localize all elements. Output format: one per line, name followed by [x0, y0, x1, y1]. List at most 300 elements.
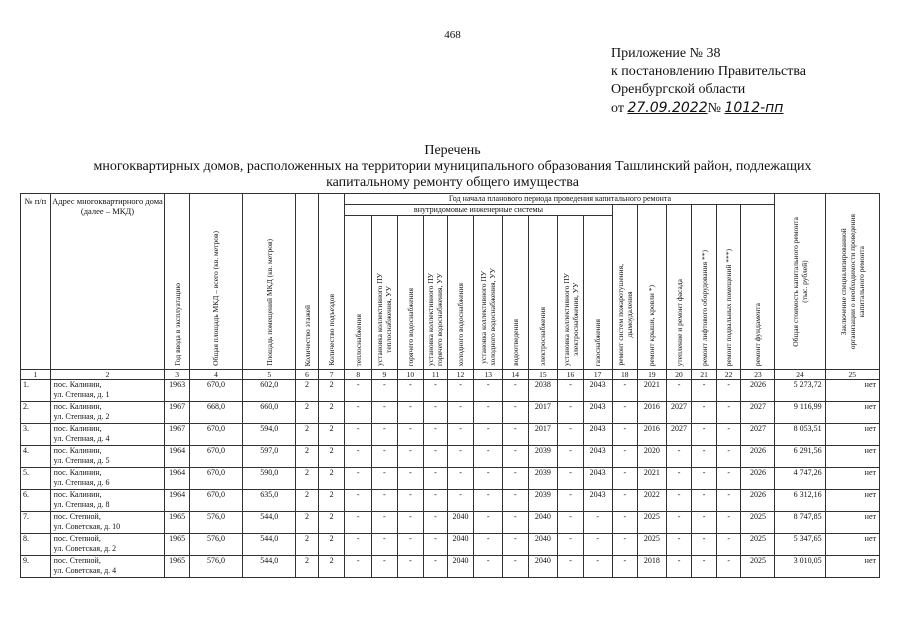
table-cell: 2027 [741, 402, 775, 424]
table-cell: - [558, 468, 584, 490]
table-cell: 2022 [638, 490, 667, 512]
table-cell: - [558, 380, 584, 402]
table-cell: - [558, 424, 584, 446]
row-number: 5. [21, 468, 51, 490]
document-title [0, 143, 905, 191]
table-cell: - [558, 402, 584, 424]
table-cell: - [692, 556, 717, 578]
table-cell: 2 [296, 556, 319, 578]
table-cell: 1967 [165, 424, 190, 446]
row-number: 8. [21, 534, 51, 556]
table-cell: - [503, 556, 529, 578]
table-cell: 2027 [666, 402, 692, 424]
table-cell: - [345, 534, 372, 556]
table-cell: - [612, 556, 638, 578]
table-cell: 2 [296, 446, 319, 468]
table-cell: 2017 [528, 424, 558, 446]
table-cell: 2043 [583, 402, 612, 424]
table-cell: 2 [318, 556, 345, 578]
table-cell: - [716, 424, 741, 446]
row-address [50, 424, 165, 446]
table-cell: - [345, 490, 372, 512]
table-cell: 4 747,26 [775, 468, 825, 490]
table-cell: - [558, 490, 584, 512]
table-cell: нет [825, 446, 879, 468]
column-number: 1 [21, 370, 51, 380]
appendix-line-2: к постановлению Правительства [611, 64, 807, 79]
table-cell: - [692, 468, 717, 490]
table-cell: 1965 [165, 512, 190, 534]
table-cell: - [583, 556, 612, 578]
column-number: 21 [692, 370, 717, 380]
table-row [21, 402, 880, 424]
header-floors: Количество этажей [302, 304, 312, 366]
table-cell: - [397, 402, 424, 424]
table-cell: - [612, 512, 638, 534]
table-cell: - [424, 424, 448, 446]
address-settlement: пос. Калинин, [53, 380, 102, 389]
column-number: 24 [775, 370, 825, 380]
table-cell: - [612, 490, 638, 512]
table-cell: 2 [296, 534, 319, 556]
header-basement: ремонт подвальных помещений ***) [724, 248, 734, 366]
table-cell: - [345, 556, 372, 578]
column-number: 2 [50, 370, 165, 380]
table-cell: - [397, 446, 424, 468]
table-cell: - [372, 556, 398, 578]
table-cell: - [612, 534, 638, 556]
header-period: Год начала планового периода проведения капитального ремонта [345, 194, 775, 205]
header-address: Адрес многоквартирного дома (далее – МКД) [50, 194, 165, 370]
table-cell: 2043 [583, 424, 612, 446]
table-cell: - [692, 446, 717, 468]
table-cell: 2016 [638, 424, 667, 446]
table-cell: - [474, 512, 503, 534]
table-cell: - [397, 534, 424, 556]
table-cell: 594,0 [243, 424, 296, 446]
table-cell: 2 [296, 424, 319, 446]
number-sign: № [707, 101, 721, 116]
decree-number: 1012-пп [724, 100, 784, 116]
table-row [21, 446, 880, 468]
column-number: 4 [189, 370, 242, 380]
table-cell: 2040 [447, 534, 474, 556]
table-cell: 2021 [638, 468, 667, 490]
table-cell: - [692, 402, 717, 424]
table-cell: - [474, 468, 503, 490]
table-cell: - [397, 424, 424, 446]
table-cell: 2043 [583, 446, 612, 468]
table-cell: 2 [296, 490, 319, 512]
table-cell: 2 [318, 534, 345, 556]
table-row [21, 512, 880, 534]
table-cell: - [424, 380, 448, 402]
table-cell: - [372, 468, 398, 490]
address-street: ул. Советская, д. 4 [53, 566, 117, 575]
table-cell: - [474, 446, 503, 468]
table-cell: - [372, 512, 398, 534]
header-hot-water: горячего водоснабжения [405, 287, 415, 366]
table-cell: - [716, 468, 741, 490]
table-cell: - [583, 512, 612, 534]
table-cell: - [447, 380, 474, 402]
table-cell: 2021 [638, 380, 667, 402]
column-number: 15 [528, 370, 558, 380]
table-cell: - [345, 402, 372, 424]
table-cell: 8 053,51 [775, 424, 825, 446]
table-cell: 2043 [583, 380, 612, 402]
table-cell: - [474, 490, 503, 512]
column-number: 12 [447, 370, 474, 380]
date-prefix: от [611, 101, 624, 116]
address-settlement: пос. Степной, [53, 512, 101, 521]
table-cell: 635,0 [243, 490, 296, 512]
address-street: ул. Степная, д. 1 [53, 390, 110, 399]
table-cell: 602,0 [243, 380, 296, 402]
table-cell: - [716, 446, 741, 468]
table-cell: 1967 [165, 402, 190, 424]
table-cell: - [424, 534, 448, 556]
table-cell: - [612, 468, 638, 490]
row-address [50, 446, 165, 468]
table-cell: - [612, 446, 638, 468]
row-address [50, 512, 165, 534]
table-cell: 2 [296, 380, 319, 402]
table-cell: 2020 [638, 446, 667, 468]
table-cell: - [666, 556, 692, 578]
table-cell: - [503, 446, 529, 468]
table-cell: 2025 [741, 512, 775, 534]
column-number: 9 [372, 370, 398, 380]
table-cell: - [424, 468, 448, 490]
header-utilities: внутридомовые инженерные системы [345, 205, 612, 216]
table-cell: 2038 [528, 380, 558, 402]
table-cell: 2040 [528, 512, 558, 534]
table-cell: 2026 [741, 490, 775, 512]
table-cell: 576,0 [189, 534, 242, 556]
table-row [21, 534, 880, 556]
table-cell: 2027 [741, 424, 775, 446]
table-cell: - [397, 556, 424, 578]
row-address [50, 556, 165, 578]
table-cell: - [447, 402, 474, 424]
table-cell: 670,0 [189, 468, 242, 490]
header-cold-meter: установка коллективного ПУ холодного водоснабжения, УУ [479, 268, 498, 366]
table-cell: - [716, 490, 741, 512]
appendix-date-line [611, 99, 806, 118]
header-facade: утепление и ремонт фасада [674, 278, 684, 366]
header-electricity: электроснабжения [538, 307, 548, 366]
table-cell: 9 116,99 [775, 402, 825, 424]
table-row [21, 468, 880, 490]
table-cell: - [424, 556, 448, 578]
table-cell: - [424, 402, 448, 424]
table-cell: - [345, 446, 372, 468]
row-number: 7. [21, 512, 51, 534]
table-cell: нет [825, 424, 879, 446]
table-cell: - [345, 468, 372, 490]
column-number: 11 [424, 370, 448, 380]
title-line-1: Перечень [424, 143, 481, 158]
column-number: 23 [741, 370, 775, 380]
table-cell: - [372, 490, 398, 512]
column-number: 3 [165, 370, 190, 380]
table-cell: 2026 [741, 468, 775, 490]
title-line-3: капитальному ремонту общего имущества [326, 175, 579, 190]
column-number: 14 [503, 370, 529, 380]
table-cell: - [474, 424, 503, 446]
header-year-built: Год ввода в эксплуатацию [172, 283, 182, 366]
table-cell: 670,0 [189, 490, 242, 512]
table-cell: - [503, 424, 529, 446]
table-body [21, 380, 880, 578]
table-cell: - [474, 556, 503, 578]
table-cell: 6 291,56 [775, 446, 825, 468]
table-cell: 2016 [638, 402, 667, 424]
table-cell: - [424, 512, 448, 534]
table-cell: 2 [296, 468, 319, 490]
appendix-block [611, 45, 806, 118]
table-cell: - [666, 534, 692, 556]
table-cell: 2025 [638, 512, 667, 534]
table-cell: нет [825, 380, 879, 402]
table-cell: нет [825, 512, 879, 534]
table-cell: 2040 [447, 512, 474, 534]
table-cell: 1964 [165, 468, 190, 490]
row-address [50, 534, 165, 556]
header-hot-meter: установка коллективного ПУ горячего водоснабжения, УУ [426, 273, 445, 366]
table-cell: 2039 [528, 446, 558, 468]
table-cell: - [397, 380, 424, 402]
row-number: 1. [21, 380, 51, 402]
table-cell: - [372, 402, 398, 424]
table-cell: 2 [296, 512, 319, 534]
table-cell: 2 [296, 402, 319, 424]
header-elevator: ремонт лифтового оборудования **) [699, 250, 709, 366]
table-cell: - [612, 402, 638, 424]
row-address [50, 402, 165, 424]
table-cell: 2039 [528, 468, 558, 490]
table-cell: 576,0 [189, 512, 242, 534]
table-row [21, 380, 880, 402]
header-elec-meter: установка коллективного ПУ электроснабжения, УУ [561, 273, 580, 366]
table-cell: 2025 [638, 534, 667, 556]
table-cell: 1965 [165, 534, 190, 556]
row-number: 9. [21, 556, 51, 578]
table-cell: - [666, 490, 692, 512]
table-cell: 670,0 [189, 424, 242, 446]
table-cell: - [692, 534, 717, 556]
table-cell: - [692, 424, 717, 446]
table-cell: 1963 [165, 380, 190, 402]
header-heating: теплоснабжения [353, 313, 363, 366]
table-cell: - [345, 380, 372, 402]
header-fire-systems: ремонт систем пожаротушения, дымоудаления [615, 264, 634, 366]
table-cell: - [558, 446, 584, 468]
table-cell: 2 [318, 402, 345, 424]
table-cell: 2039 [528, 490, 558, 512]
column-number: 22 [716, 370, 741, 380]
address-settlement: пос. Калинин, [53, 446, 102, 455]
table-cell: - [503, 468, 529, 490]
appendix-line-1: Приложение № 38 [611, 46, 721, 61]
decree-date: 27.09.2022 [627, 100, 708, 116]
column-number: 25 [825, 370, 879, 380]
table-cell: - [692, 380, 717, 402]
table-cell: - [692, 490, 717, 512]
table-cell: 6 312,16 [775, 490, 825, 512]
table-cell: нет [825, 556, 879, 578]
table-cell: - [558, 534, 584, 556]
table-cell: 2043 [583, 468, 612, 490]
table-row [21, 490, 880, 512]
address-street: ул. Степная, д. 5 [53, 456, 110, 465]
table-cell: - [716, 556, 741, 578]
column-number: 10 [397, 370, 424, 380]
table-cell: - [666, 512, 692, 534]
table-cell: - [716, 380, 741, 402]
table-cell: - [397, 512, 424, 534]
address-settlement: пос. Калинин, [53, 424, 102, 433]
table-cell: - [372, 446, 398, 468]
column-number: 5 [243, 370, 296, 380]
header-conclusion: Заключение специализированной организации о необходимости проведения капитального ремонта [838, 213, 866, 350]
column-number: 7 [318, 370, 345, 380]
column-number: 8 [345, 370, 372, 380]
table-cell: 2040 [528, 534, 558, 556]
table-cell: 2025 [741, 556, 775, 578]
table-cell: 668,0 [189, 402, 242, 424]
table-cell: - [447, 424, 474, 446]
table-cell: - [345, 424, 372, 446]
header-num: № п/п [21, 194, 51, 370]
table-cell: 5 273,72 [775, 380, 825, 402]
table-cell: 1965 [165, 556, 190, 578]
column-number: 16 [558, 370, 584, 380]
table-cell: - [558, 512, 584, 534]
table-cell: нет [825, 468, 879, 490]
table-cell: 2043 [583, 490, 612, 512]
address-settlement: пос. Калинин, [53, 490, 102, 499]
table-cell: 2027 [666, 424, 692, 446]
address-settlement: пос. Калинин, [53, 402, 102, 411]
table-cell: - [372, 424, 398, 446]
table-cell: 670,0 [189, 380, 242, 402]
address-settlement: пос. Степной, [53, 534, 101, 543]
table-cell: 2040 [447, 556, 474, 578]
table-cell: нет [825, 402, 879, 424]
header-cold-water: холодного водоснабжения [456, 282, 466, 366]
column-number: 6 [296, 370, 319, 380]
table-cell: 544,0 [243, 534, 296, 556]
table-cell: - [503, 512, 529, 534]
header-total-area: Общая площадь МКД – всего (кв. метров) [211, 231, 221, 366]
table-cell: 2 [318, 446, 345, 468]
header-roof: ремонт крыши, кровли *) [647, 284, 657, 366]
table-cell: - [716, 512, 741, 534]
row-number: 6. [21, 490, 51, 512]
table-cell: 576,0 [189, 556, 242, 578]
header-foundation: ремонт фундамента [753, 302, 763, 366]
row-address [50, 380, 165, 402]
table-cell: - [372, 380, 398, 402]
table-cell: 8 747,85 [775, 512, 825, 534]
table-cell: 597,0 [243, 446, 296, 468]
row-address [50, 468, 165, 490]
address-street: ул. Степная, д. 8 [53, 500, 110, 509]
address-street: ул. Советская, д. 2 [53, 544, 117, 553]
table-cell: 1964 [165, 446, 190, 468]
table-cell: 3 010,05 [775, 556, 825, 578]
table-cell: 2 [318, 512, 345, 534]
table-cell: - [372, 534, 398, 556]
table-cell: - [474, 402, 503, 424]
header-total-cost: Общая стоимость капитального ремонта (тыс. рублей) [791, 216, 810, 347]
column-number: 19 [638, 370, 667, 380]
table-cell: 1964 [165, 490, 190, 512]
column-number: 17 [583, 370, 612, 380]
address-settlement: пос. Степной, [53, 556, 101, 565]
row-number: 4. [21, 446, 51, 468]
table-cell: - [397, 468, 424, 490]
column-number: 20 [666, 370, 692, 380]
table-cell: - [503, 490, 529, 512]
table-cell: 660,0 [243, 402, 296, 424]
table-cell: - [345, 512, 372, 534]
table-cell: - [612, 424, 638, 446]
table-cell: 2 [318, 490, 345, 512]
table-cell: - [666, 446, 692, 468]
table-cell: - [424, 446, 448, 468]
table-cell: - [447, 490, 474, 512]
header-entrances: Количество подъездов [327, 294, 337, 366]
table-cell: - [424, 490, 448, 512]
table-cell: - [447, 446, 474, 468]
address-street: ул. Советская, д. 10 [53, 522, 121, 531]
table-cell: 670,0 [189, 446, 242, 468]
header-drainage: водоотведения [510, 319, 520, 366]
table-cell: - [583, 534, 612, 556]
table-cell: 544,0 [243, 556, 296, 578]
table-cell: 2 [318, 468, 345, 490]
table-cell: - [447, 468, 474, 490]
column-number: 18 [612, 370, 638, 380]
column-number: 13 [474, 370, 503, 380]
header-premises-area: Площадь помещений МКД (кв. метров) [264, 239, 274, 366]
row-number: 2. [21, 402, 51, 424]
column-number-row [21, 370, 880, 380]
table-row [21, 424, 880, 446]
table-cell: - [503, 380, 529, 402]
table-cell: 2 [318, 380, 345, 402]
address-street: ул. Степная, д. 6 [53, 478, 110, 487]
row-number: 3. [21, 424, 51, 446]
table-cell: - [692, 512, 717, 534]
table-cell: 544,0 [243, 512, 296, 534]
address-settlement: пос. Калинин, [53, 468, 102, 477]
page-number: 468 [444, 29, 461, 41]
table-cell: - [503, 534, 529, 556]
table-cell: 2026 [741, 446, 775, 468]
table-cell: 2040 [528, 556, 558, 578]
table-cell: - [397, 490, 424, 512]
table-cell: 2017 [528, 402, 558, 424]
table-cell: - [666, 468, 692, 490]
title-line-2: многоквартирных домов, расположенных на территории муниципального образования Ташлинский район, подлежащих [93, 159, 812, 174]
appendix-line-3: Оренбургской области [611, 82, 746, 97]
table-cell: 5 347,65 [775, 534, 825, 556]
table-cell: - [474, 380, 503, 402]
